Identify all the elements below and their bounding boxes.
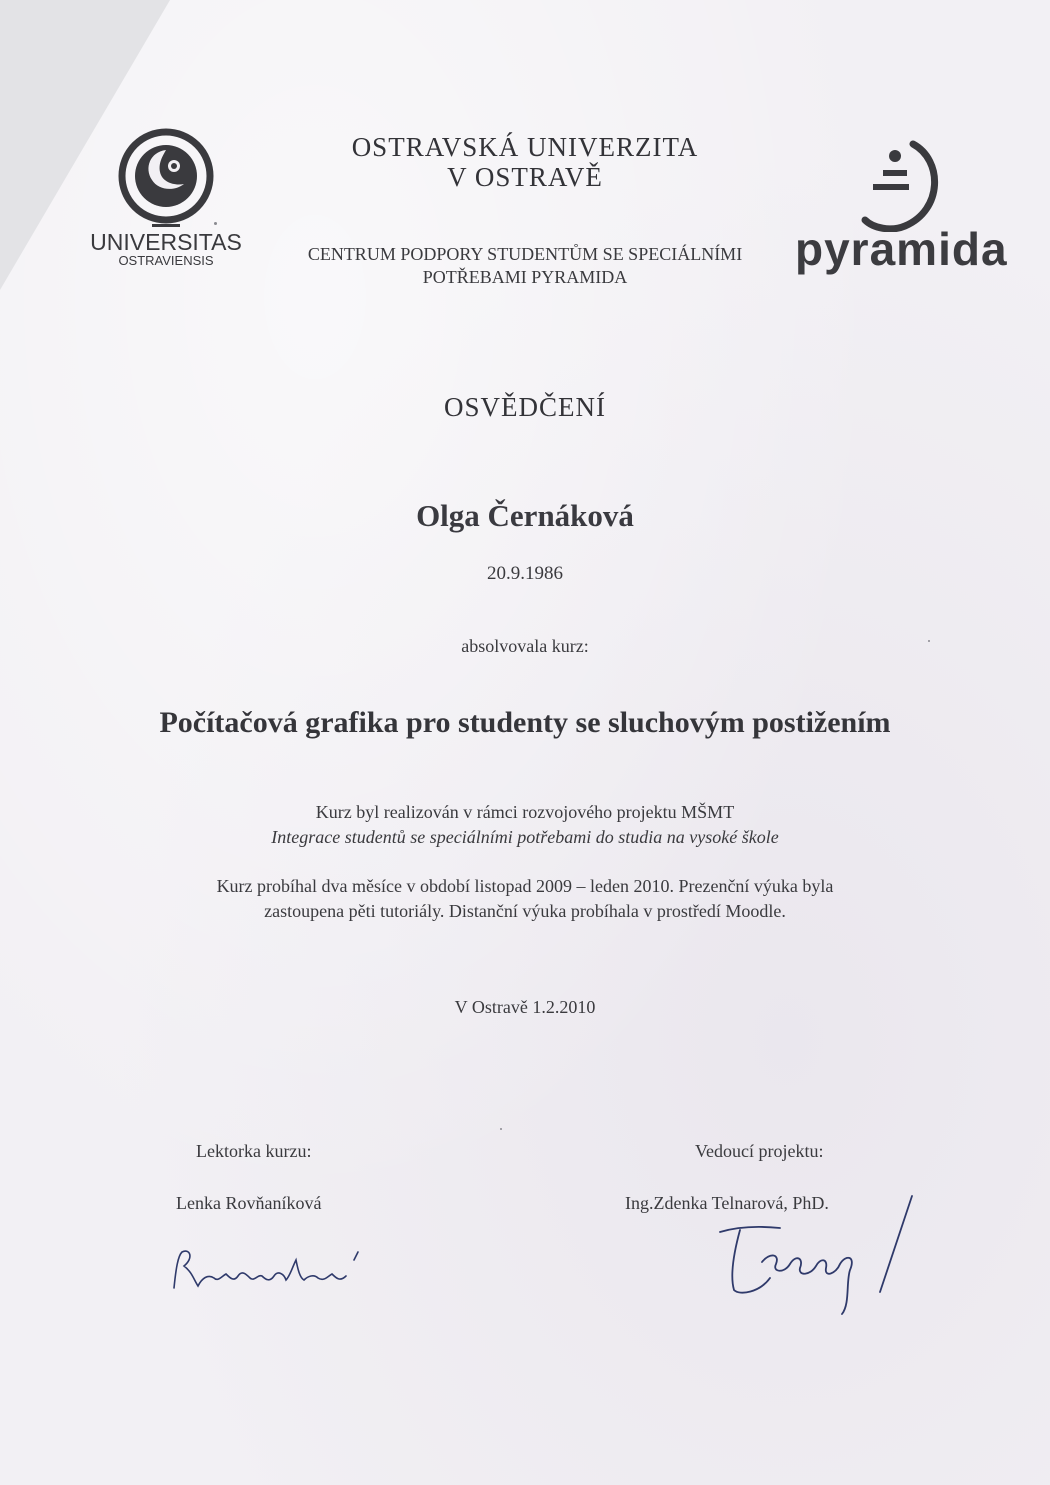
logo-left-name: UNIVERSITAS [90, 229, 242, 255]
project-line2: Integrace studentů se speciálními potřebami do studia na vysoké škole [271, 827, 779, 847]
project-lead-signature [700, 1192, 920, 1322]
paper-speck [500, 1128, 502, 1130]
project-lead-role: Vedoucí projektu: [695, 1141, 824, 1161]
project-line1: Kurz byl realizován v rámci rozvojového projektu MŠMT [315, 802, 735, 822]
lecturer-signature [168, 1238, 388, 1298]
logo-left-subtitle: OSTRAVIENSIS [118, 253, 214, 268]
paper-speck [214, 222, 217, 225]
university-title-line1: OSTRAVSKÁ UNIVERZITA [351, 132, 699, 162]
centre-name [250, 243, 800, 289]
course-title: Počítačová grafika pro studenty se sluchovým postižením [159, 706, 891, 739]
universitas-emblem-icon [114, 128, 218, 228]
place-and-date: V Ostravě 1.2.2010 [454, 997, 596, 1017]
details-line2: zastoupena pěti tutoriály. Distanční výuka probíhala v prostředí Moodle. [264, 901, 786, 921]
university-title [250, 132, 800, 192]
pyramida-logo [795, 140, 1008, 275]
university-title-line2: V OSTRAVĚ [447, 162, 603, 192]
details-line1: Kurz probíhal dva měsíce v období listopad 2009 – leden 2010. Prezenční výuka byla [216, 876, 834, 896]
universitas-logo [86, 128, 246, 268]
paper-speck [928, 640, 930, 642]
course-details [120, 874, 930, 924]
birth-date: 20.9.1986 [487, 563, 563, 584]
certificate-title: OSVĚDČENÍ [444, 392, 606, 422]
recipient-name: Olga Černáková [416, 498, 634, 533]
pyramida-emblem-icon [843, 140, 953, 232]
centre-name-line2: POTŘEBAMI PYRAMIDA [422, 267, 628, 287]
lecturer-name: Lenka Rovňaníková [176, 1193, 322, 1213]
centre-name-line1: CENTRUM PODPORY STUDENTŮM SE SPECIÁLNÍMI [307, 244, 743, 264]
lecturer-role: Lektorka kurzu: [196, 1141, 312, 1161]
project-lead-name: Ing.Zdenka Telnarová, PhD. [625, 1193, 829, 1213]
completed-label: absolvovala kurz: [461, 636, 589, 656]
project-info [150, 800, 900, 850]
logo-right-name: pyramida [795, 223, 1008, 275]
